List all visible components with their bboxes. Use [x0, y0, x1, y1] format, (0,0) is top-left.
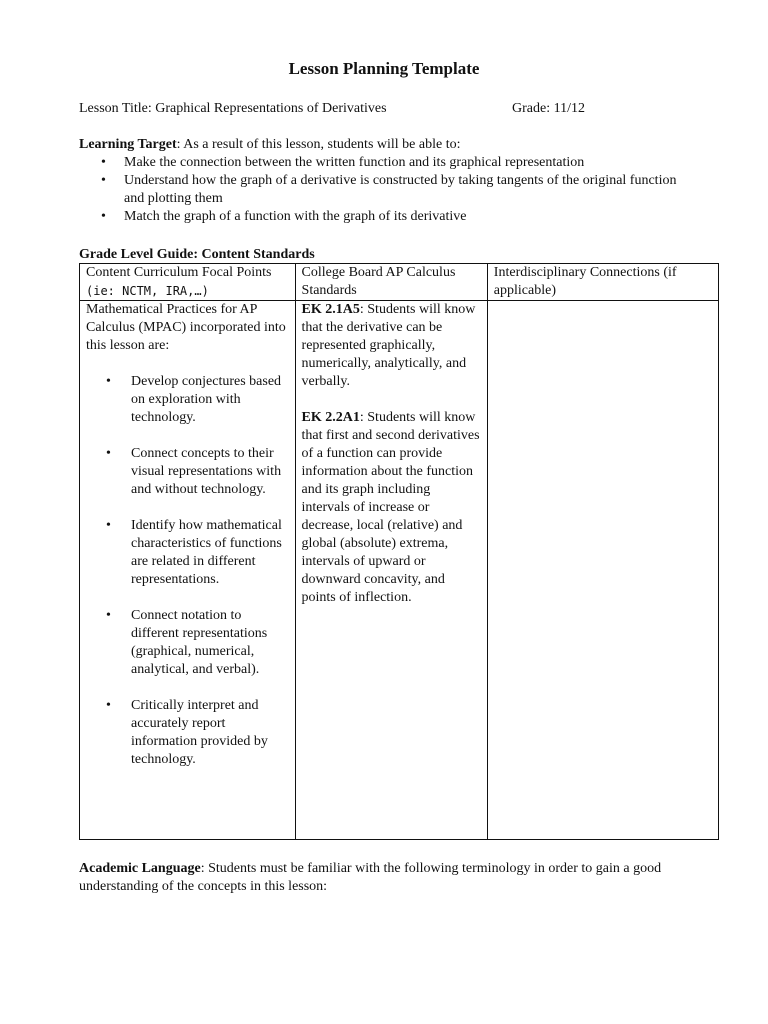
- standard-code: EK 2.2A1: [301, 410, 360, 425]
- cell-interdisciplinary: [487, 301, 718, 840]
- header-ap-standards: College Board AP Calculus Standards: [295, 264, 487, 301]
- learning-target-section: [79, 136, 699, 226]
- academic-language-text: : Students must be familiar with the following terminology in order to gain a good understanding of the concepts in this lesson:: [79, 861, 662, 894]
- mpac-item: • Connect notation to different representations (graphical, numerical, analytical, and verbal).: [86, 607, 290, 679]
- mpac-item: • Identify how mathematical characteristics of functions are related in different representations.: [86, 517, 290, 589]
- page-title: Lesson Planning Template: [288, 59, 480, 78]
- academic-language-label: Academic Language: [79, 861, 201, 876]
- grade-level: Grade: 11/12: [512, 101, 585, 116]
- learning-target-item: • Understand how the graph of a derivative is constructed by taking tangents of the original function and plotting them: [79, 172, 699, 208]
- standard-block: [302, 301, 482, 391]
- mpac-item: • Connect concepts to their visual representations with and without technology.: [86, 445, 290, 499]
- lesson-title: Lesson Title: Graphical Representations of Derivatives: [79, 101, 387, 116]
- learning-target-item: • Make the connection between the written function and its graphical representation: [79, 154, 699, 172]
- mpac-item: • Develop conjectures based on exploration with technology.: [86, 373, 290, 427]
- header-interdisciplinary: Interdisciplinary Connections (if applicable): [487, 264, 718, 301]
- learning-target-label: Learning Target: [79, 137, 177, 152]
- learning-target-item: • Match the graph of a function with the graph of its derivative: [79, 208, 699, 226]
- cell-focal-points: [80, 301, 296, 840]
- standard-code: EK 2.1A5: [301, 302, 360, 317]
- learning-target-heading: [79, 136, 699, 154]
- learning-target-intro: : As a result of this lesson, students will be able to:: [176, 137, 461, 152]
- header-focal-points-line1: Content Curriculum Focal Points: [86, 265, 272, 280]
- header-focal-points-line2: (ie: NCTM, IRA,…): [86, 284, 209, 298]
- header-focal-points: [80, 264, 296, 301]
- lesson-info-line: [79, 100, 699, 118]
- content-standards-table: [79, 263, 719, 840]
- standard-text: : Students will know that first and second derivatives of a function can provide information about the function and its graph including intervals of increase or decrease, local (relative) and global (absolute) extrema, intervals of upward or downward concavity, and points of inflection.: [301, 410, 480, 605]
- mpac-item: • Critically interpret and accurately report information provided by technology.: [86, 697, 290, 769]
- mpac-list: [86, 373, 290, 769]
- standard-text: : Students will know that the derivative can be represented graphically, numerically, analytically, and verbally.: [301, 302, 476, 389]
- cell-ap-standards: [295, 301, 487, 840]
- table-body-row: [80, 301, 719, 840]
- table-header-row: [80, 264, 719, 301]
- grade-level-guide-heading: Grade Level Guide: Content Standards: [79, 247, 315, 262]
- learning-target-list: [79, 154, 699, 226]
- standard-block: [302, 409, 482, 607]
- academic-language-section: [79, 860, 719, 896]
- mpac-intro: Mathematical Practices for AP Calculus (MPAC) incorporated into this lesson are:: [86, 302, 286, 353]
